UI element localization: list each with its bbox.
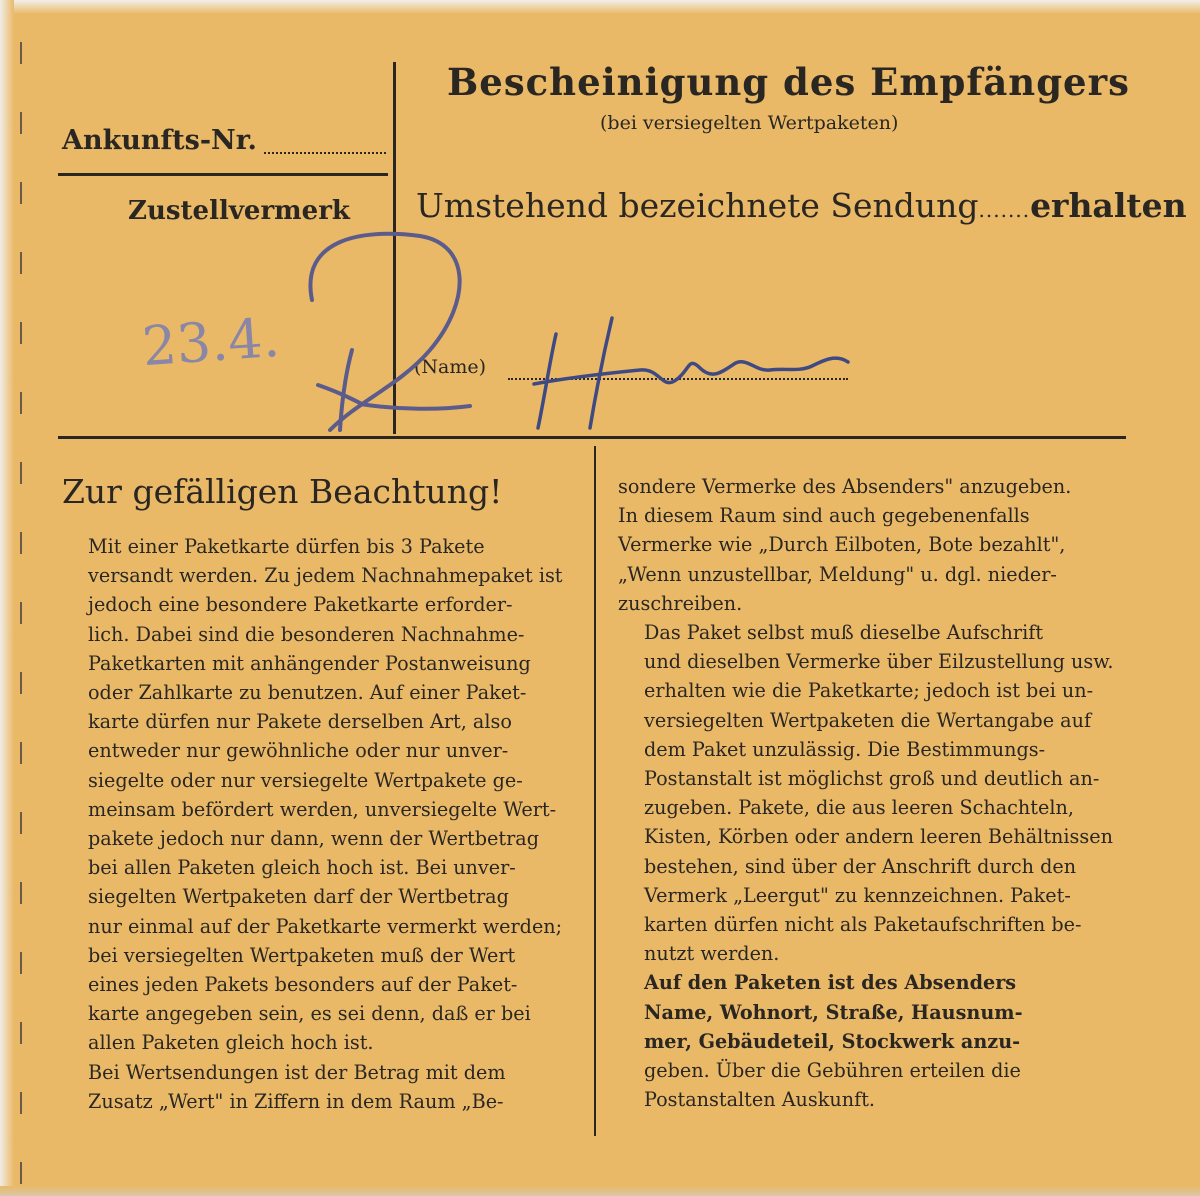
handwritten-date: 23.4. [140,305,282,379]
notice-right-line: In diesem Raum sind auch gegebenenfalls [618,504,1030,528]
handwritten-stroke-mark [318,350,470,430]
receipt-statement-text: Umstehend bezeichnete Sendung [416,186,979,225]
notice-left-line: allen Paketen gleich hoch ist. [88,1031,374,1055]
notice-right-line: nutzt werden. [644,942,780,966]
notice-right-line: erhalten wie die Paketkarte; jedoch ist bei un- [644,679,1094,703]
notice-left-line: bei versiegelten Wertpaketen muß der Wert [88,943,516,967]
notice-left-line: meinsam befördert werden, unversiegelte Wert- [88,797,557,821]
notice-left-line: nur einmal auf der Paketkarte vermerkt werden; [88,914,563,938]
notice-left-line: jedoch eine besondere Paketkarte erforder- [88,593,513,617]
receipt-title: Bescheinigung des Empfängers [447,60,1130,104]
delivery-note-label: Zustellvermerk [128,196,350,226]
handwritten-loop-mark [310,234,459,430]
notice-right-line: Postanstalt ist möglichst groß und deutlich an- [644,767,1100,791]
notice-right-line: Postanstalten Auskunft. [644,1088,876,1112]
signature-mark [534,318,848,428]
notice-left-line: karte angegeben sein, es sei denn, daß er bei [88,1002,531,1026]
notice-right-line: Vermerke wie „Durch Eilboten, Bote bezahlt", [618,533,1066,557]
notice-right-line: geben. Über die Gebühren erteilen die [644,1059,1021,1083]
notice-right-line: Vermerk „Leergut" zu kennzeichnen. Paket- [644,883,1071,907]
notice-left-line: karte dürfen nur Pakete derselben Art, also [88,710,512,734]
receipt-dots: ....... [978,198,1031,222]
notice-left-line: oder Zahlkarte zu benutzen. Auf einer Paket- [88,681,527,705]
notice-left-line: siegelte oder nur versiegelte Wertpakete ge- [88,768,523,792]
notice-right-line: Das Paket selbst muß dieselbe Aufschrift [644,621,1044,645]
notice-left-line: lich. Dabei sind die besonderen Nachnahme- [88,622,525,646]
arrival-number-label: Ankunfts-Nr. [62,125,257,156]
notice-right-line: und dieselben Vermerke über Eilzustellung usw. [644,650,1114,674]
notice-left-line: siegelten Wertpaketen darf der Wertbetrag [88,885,509,909]
receipt-received: erhalten [1030,186,1187,225]
receipt-subtitle: (bei versiegelten Wertpaketen) [600,112,899,134]
notice-left-line: Zusatz „Wert" in Ziffern in dem Raum „Be- [88,1089,504,1113]
notice-right-line: Kisten, Körben oder andern leeren Behältnissen [644,825,1113,849]
notice-right-line: Name, Wohnort, Straße, Hausnum- [644,1000,1023,1024]
notice-right-line: sondere Vermerke des Absenders" anzugeben. [618,475,1072,498]
notice-heading: Zur gefälligen Beachtung! [62,472,503,511]
notice-right-line: versiegelten Wertpaketen die Wertangabe auf [644,708,1092,732]
notice-left-line: versandt werden. Zu jedem Nachnahmepaket ist [88,564,563,588]
notice-left-line: Paketkarten mit anhängender Postanweisung [88,651,531,675]
notice-left-line: entweder nur gewöhnliche oder nur unver- [88,739,509,763]
notice-left-line: Mit einer Paketkarte dürfen bis 3 Pakete [88,535,485,558]
name-label: (Name) [414,356,487,378]
notice-left-line: eines jeden Pakets besonders auf der Paket- [88,973,518,997]
notice-left-line: pakete jedoch nur dann, wenn der Wertbetrag [88,827,539,851]
notice-right-line: zuschreiben. [618,591,743,615]
notice-right-line: bestehen, sind über der Anschrift durch den [644,854,1077,878]
notice-right-line: dem Paket unzulässig. Die Bestimmungs- [644,737,1046,761]
notice-right-line: mer, Gebäudeteil, Stockwerk anzu- [644,1029,1021,1053]
notice-right-line: „Wenn unzustellbar, Meldung" u. dgl. nieder- [618,562,1057,586]
notice-right-line: karten dürfen nicht als Paketaufschriften be- [644,913,1082,937]
notice-left-line: bei allen Paketen gleich hoch ist. Bei unver- [88,856,516,880]
notice-right-line: zugeben. Pakete, die aus leeren Schachteln, [644,796,1074,820]
notice-left-line: Bei Wertsendungen ist der Betrag mit dem [88,1060,506,1084]
notice-right-line: Auf den Paketen ist des Absenders [644,971,1017,995]
